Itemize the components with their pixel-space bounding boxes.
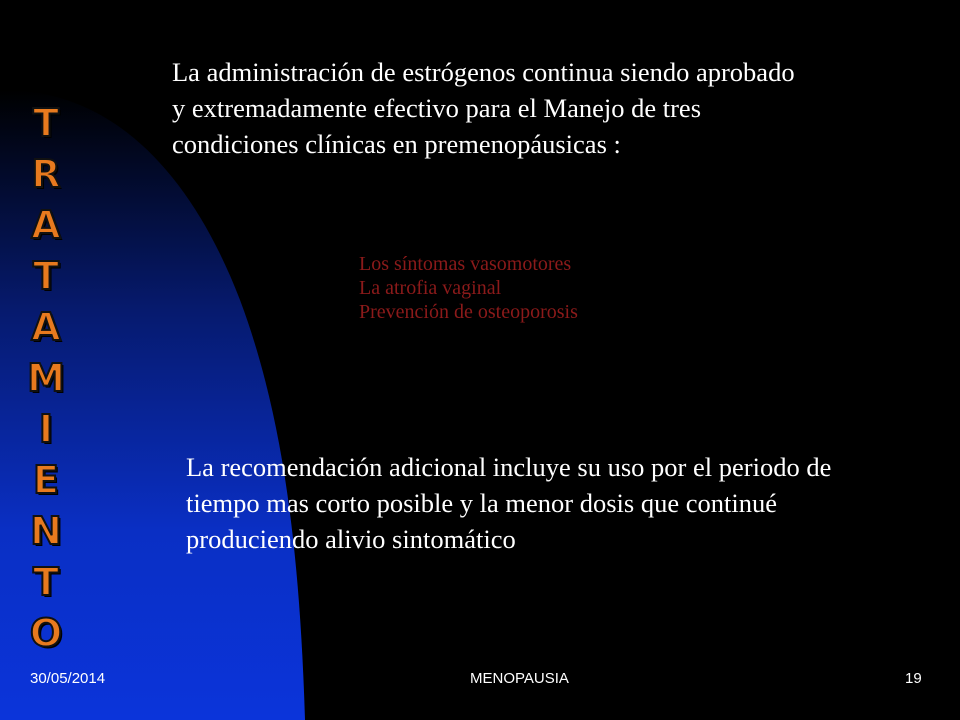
footer-date: 30/05/2014 <box>30 670 106 687</box>
side-title-letter: I <box>38 407 54 451</box>
side-title-letter: M <box>27 356 65 400</box>
footer-title: MENOPAUSIA <box>470 670 569 687</box>
side-title-letter: E <box>33 458 59 502</box>
intro-paragraph: La administración de estrógenos continua siendo aprobado y extremadamente efectivo para el Manejo de tres condiciones clínicas en premenopáusicas : <box>172 57 795 159</box>
side-title-letter: T <box>33 560 59 604</box>
recommendation-paragraph: La recomendación adicional incluye su uso por el periodo de tiempo mas corto posible y la menor dosis que continué produciendo alivio sintomático <box>186 452 832 554</box>
footer-page-number: 19 <box>905 670 922 687</box>
side-title-letter: T <box>33 254 59 298</box>
side-title-letter: R <box>31 152 61 196</box>
side-title-letter: A <box>31 305 61 349</box>
condition-item: Prevención de osteoporosis <box>359 301 578 323</box>
condition-item: Los síntomas vasomotores <box>359 253 572 275</box>
side-title <box>14 101 78 655</box>
condition-item: La atrofia vaginal <box>359 277 502 299</box>
side-title-letter: N <box>30 509 62 553</box>
side-title-letter: T <box>33 101 59 145</box>
side-title-letter: O <box>29 611 63 655</box>
conditions-list <box>359 252 578 324</box>
side-title-letter: A <box>31 203 61 247</box>
